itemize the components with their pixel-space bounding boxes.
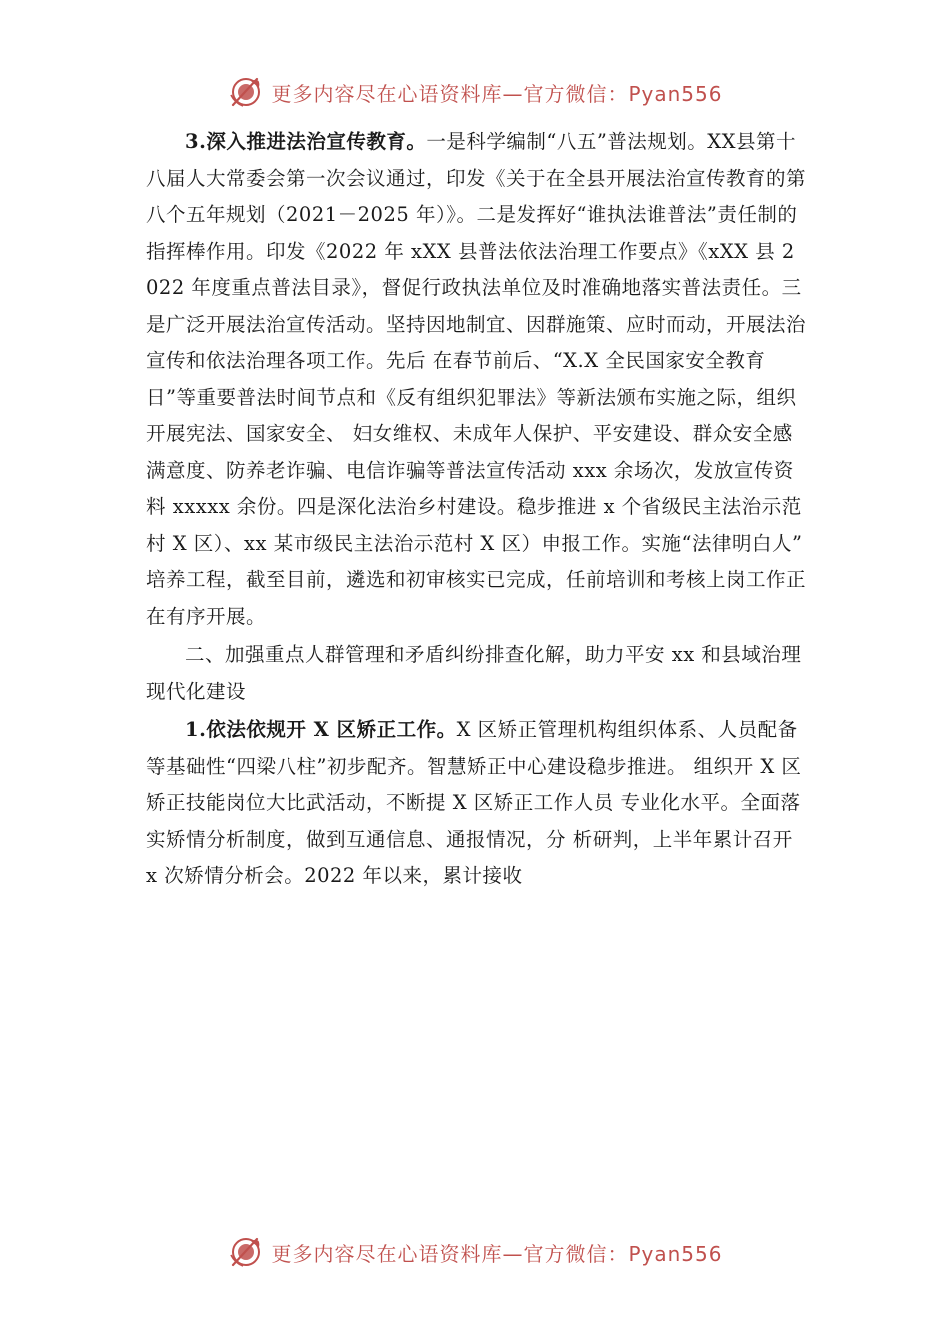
document-body [146,124,806,895]
watermark-text: 更多内容尽在心语资料库—官方微信：Pyan556 [271,81,723,106]
watermark-text: 更多内容尽在心语资料库—官方微信：Pyan556 [271,1241,723,1266]
quill-seal-icon [227,73,265,111]
watermark-banner-bottom [0,1232,950,1272]
paragraph-lead: 3.深入推进法治宣传教育。 [185,130,427,153]
paragraph-text: 一是科学编制“八五”普法规划。XX县第十八届人大常委会第一次会议通过，印发《关于在全县开展法治宣传教育的第八个五年规划（2021－2025 年）》。二是发挥好“谁执法谁普法”责任制的指挥棒作用。印发《2022 年 xXX 县普法依法治理工作要点》《xXX 县 2022 年度重点普法目录》，督促行政执法单位及时准确地落实普法责任。三是广泛开展法治宣传活动。坚持因地制宜、因群施策、应时而动，开展法治宣传和依法治理各项工作。先后 在春节前后、“X.X 全民国家安全教育日”等重要普法时间节点和《反有组织犯罪法》等新法颁布实施之际，组织开展宪法、国家安全、 妇女维权、未成年人保护、平安建设、群众安全感满意度、防养老诈骗、电信诈骗等普法宣传活动 xxx 余场次，发放宣传资料 xxxxx 余份。四是深化法治乡村建设。稳步推进 x 个省级民主法治示范村 X 区）、xx 某市级民主法治示范村 X 区）申报工作。实施“法律明白人” 培养工程，截至目前，遴选和初审核实已完成，任前培训和考核上岗工作正在有序开展。 [146,130,807,628]
section-heading [146,637,806,710]
paragraph-lead: 1.依法依规开 X 区矫正工作。 [185,718,457,741]
watermark-banner-top [0,72,950,112]
section-heading-text: 二、加强重点人群管理和矛盾纠纷排查化解，助力平安 xx 和县域治理现代化建设 [146,643,802,703]
paragraph-correction-work [146,712,806,895]
quill-seal-icon [227,1233,265,1271]
paragraph-legal-education [146,124,806,635]
paragraph-text: X 区矫正管理机构组织体系、人员配备等基础性“四梁八柱”初步配齐。智慧矫正中心建设稳步推进。 组织开 X 区矫正技能岗位大比武活动，不断提 X 区矫正工作人员 专业化水平。全面落实矫情分析制度，做到互通信息、通报情况，分 析研判，上半年累计召开 x 次矫情分析会。2022 年以来，累计接收 [146,718,802,887]
